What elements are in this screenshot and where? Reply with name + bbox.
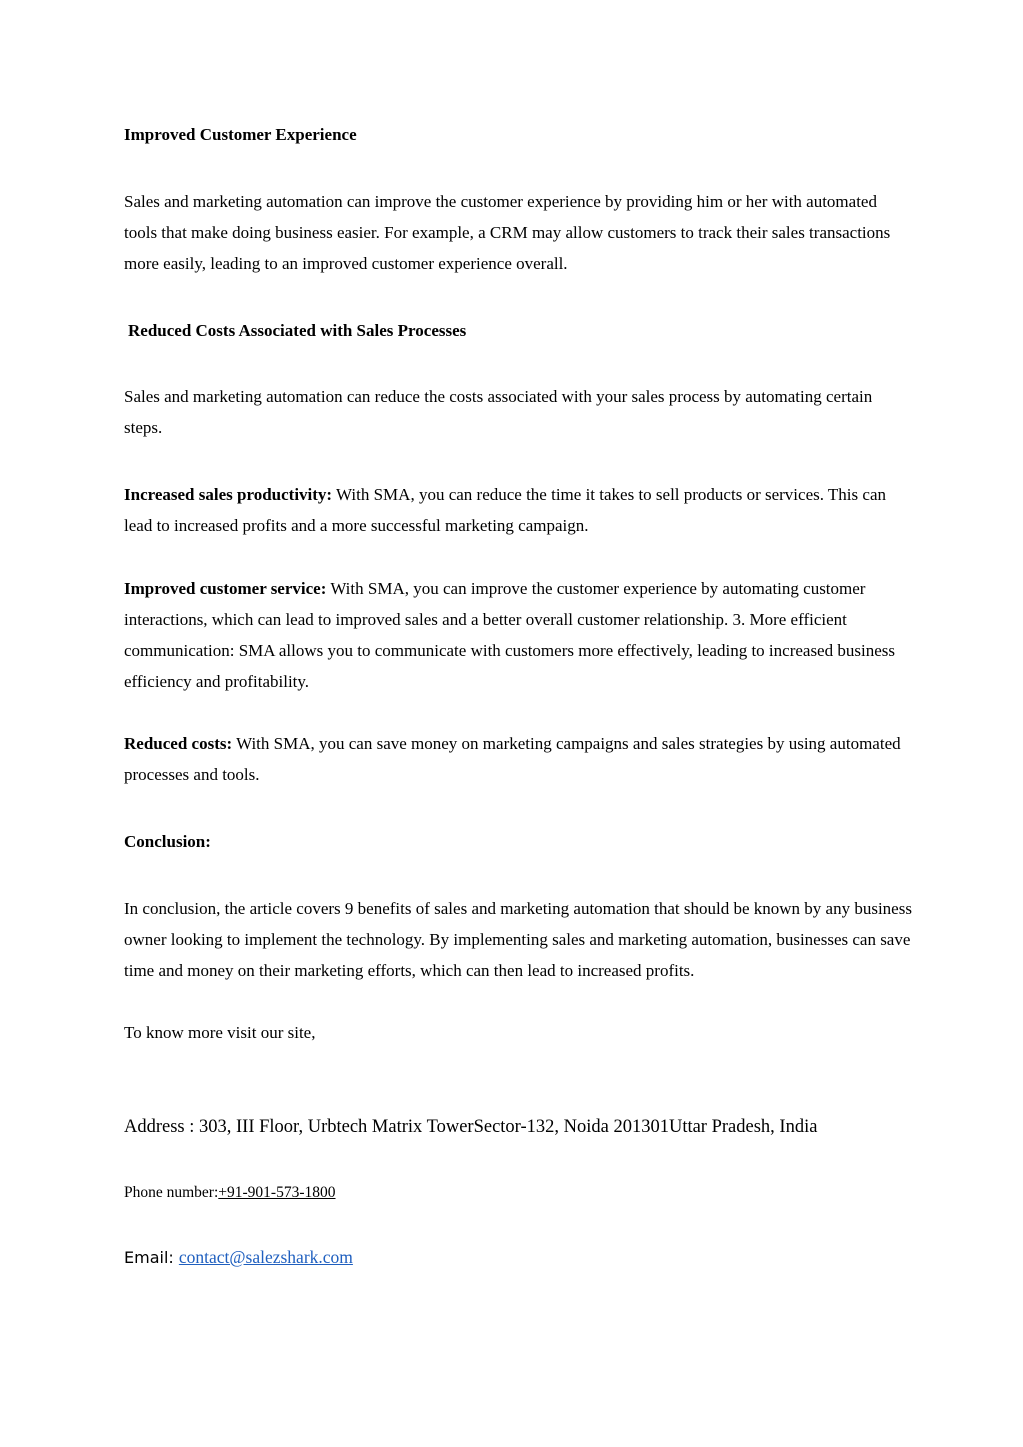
benefit-text: With SMA, you can save money on marketing campaigns and sales strategies by using automated processes and tools.: [124, 734, 901, 784]
benefit-label: Increased sales productivity:: [124, 485, 333, 504]
benefit-label: Reduced costs:: [124, 734, 233, 753]
visit-site-text: To know more visit our site,: [124, 1023, 316, 1042]
benefit-text: With SMA, you can improve the customer experience by automating customer interactions, which can lead to improved sales and a better overall customer relationship. 3. More efficient communication: SMA allows you to communicate with customers more effectively, leading to increased business efficiency and profitability.: [124, 579, 895, 691]
conclusion-body: In conclusion, the article covers 9 benefits of sales and marketing automation that should be known by any business owner looking to implement the technology. By implementing sales and marketing automation, businesses can save time and money on their marketing efforts, which can then lead to increased profits.: [124, 899, 912, 980]
section-body-improved-customer-experience: Sales and marketing automation can improve the customer experience by providing him or her with automated tools that make doing business easier. For example, a CRM may allow customers to track their sales transactions more easily, leading to an improved customer experience overall.: [124, 192, 891, 273]
benefit-increased-sales-productivity: [124, 479, 914, 541]
phone-label: Phone number:: [124, 1184, 219, 1201]
benefit-improved-customer-service: [124, 573, 914, 697]
email-label: Email:: [124, 1248, 179, 1267]
benefit-reduced-costs: [124, 728, 914, 790]
contact-email: [124, 1242, 914, 1273]
section-heading-reduced-costs: Reduced Costs Associated with Sales Processes: [128, 321, 467, 340]
conclusion-heading: Conclusion:: [124, 832, 211, 851]
section-heading-improved-customer-experience: Improved Customer Experience: [124, 125, 357, 144]
email-link[interactable]: contact@salezshark.com: [178, 1247, 353, 1267]
benefit-text: With SMA, you can reduce the time it takes to sell products or services. This can lead to increased profits and a more successful marketing campaign.: [124, 485, 886, 535]
phone-link[interactable]: +91-901-573-1800: [218, 1184, 336, 1201]
contact-phone: [124, 1177, 914, 1208]
contact-address: Address : 303, III Floor, Urbtech Matrix TowerSector-132, Noida 201301Uttar Pradesh, India: [124, 1117, 818, 1137]
section-body-reduced-costs: Sales and marketing automation can reduce the costs associated with your sales process by automating certain steps.: [124, 387, 873, 437]
benefit-label: Improved customer service:: [124, 579, 327, 598]
